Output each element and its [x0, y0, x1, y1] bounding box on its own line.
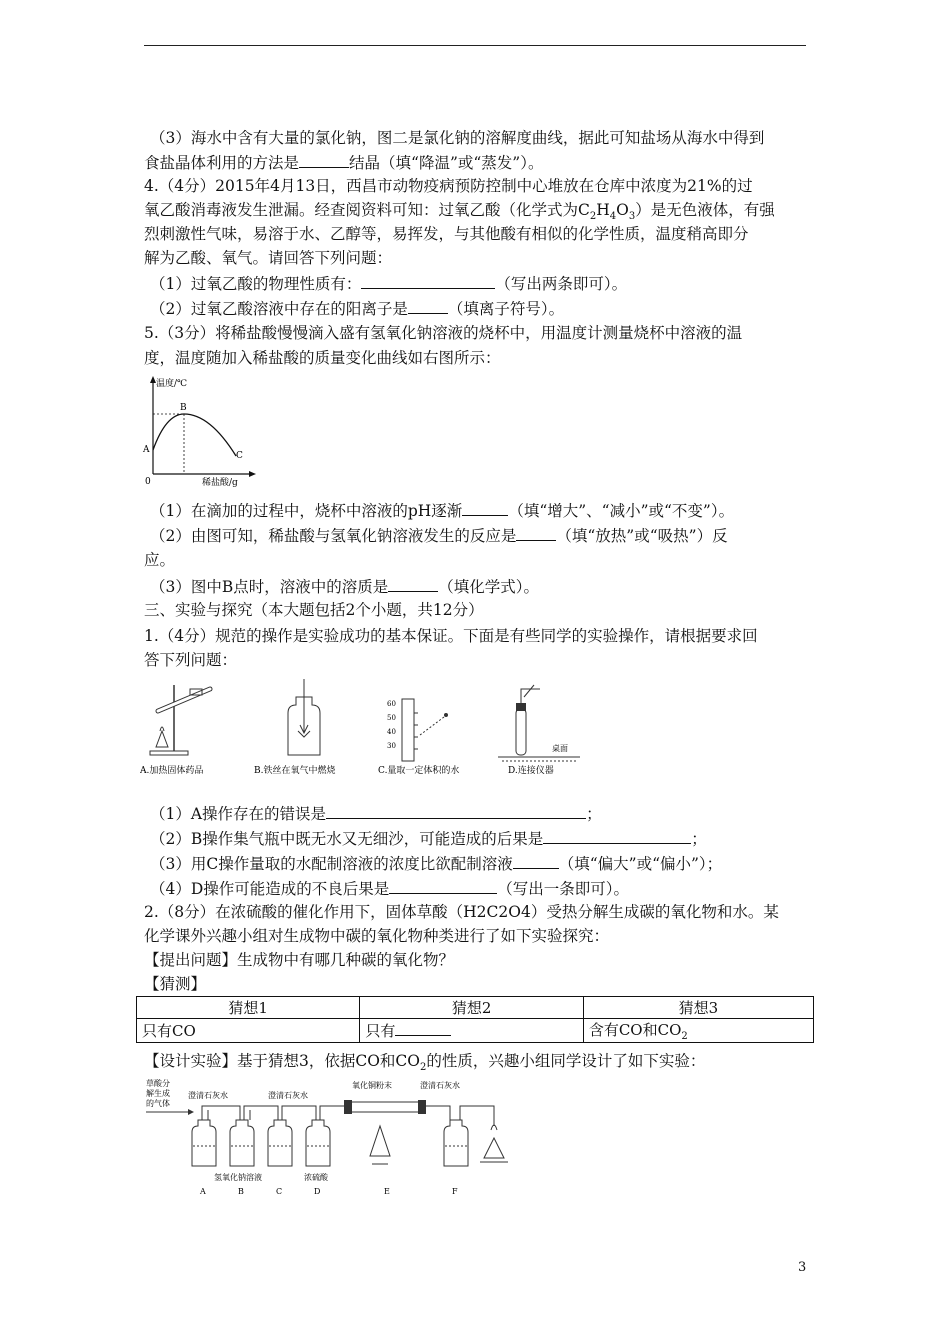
lime-label-2: 澄清石灰水	[268, 1091, 308, 1100]
e1-line1: 1.（4分）规范的操作是实验成功的基本保证。下面是有些同学的实验操作，请根据要求回	[144, 627, 758, 645]
e2-question: 【提出问题】生成物中有哪几种碳的氧化物？	[144, 951, 455, 969]
answer-blank[interactable]	[388, 576, 438, 592]
tube-to-flame	[460, 1106, 494, 1126]
bottle-a	[192, 1120, 216, 1166]
e2-guess-heading: 【猜测】	[144, 975, 207, 993]
q4-line2: 氧乙酸消毒液发生泄漏。经查阅资料可知：过氧乙酸（化学式为$C_2H_4O_3$）是无色液体，有强	[144, 201, 775, 223]
answer-blank[interactable]	[395, 1020, 451, 1036]
op-a-apparatus	[150, 685, 210, 755]
stopper-e-left	[344, 1100, 352, 1114]
label-d: D	[314, 1187, 321, 1196]
answer-blank[interactable]	[326, 803, 586, 819]
e1-1: （1）A操作存在的错误是 ；	[150, 805, 602, 823]
tick-60: 60	[387, 700, 396, 708]
bottle-f	[444, 1120, 468, 1166]
table-cell: 含有CO和$CO_2$	[583, 1019, 813, 1043]
e1-2: （2）B操作集气瓶中既无水又无细沙，可能造成的后果是 ；	[150, 830, 707, 848]
lime-label-3: 澄清石灰水	[420, 1081, 460, 1090]
experiment-apparatus	[144, 1076, 524, 1198]
answer-blank[interactable]	[408, 298, 448, 314]
bottle-c	[268, 1120, 292, 1166]
y-axis-label: 温度/℃	[156, 379, 188, 389]
q5-2-cont: 应。	[144, 551, 176, 569]
cuo-label: 氧化铜粉末	[352, 1081, 392, 1090]
answer-blank[interactable]	[299, 152, 349, 168]
e2-design: 【设计实验】基于猜想3，依据CO和$CO_2$的性质，兴趣小组同学设计了如下实验：	[144, 1052, 706, 1074]
q4-line3: 烈刺激性气味，易溶于水、乙醇等，易挥发，与其他酸有相似的化学性质，温度稍高即分	[144, 225, 749, 243]
q4-line4: 解为乙酸、氧气。请回答下列问题：	[144, 249, 393, 267]
tube-e	[348, 1102, 422, 1112]
header-cell: 猜想3	[583, 997, 813, 1019]
burner-flame	[480, 1138, 508, 1162]
q5-line2: 度，温度随加入稀盐酸的质量变化曲线如右图所示：	[144, 349, 501, 367]
operations-figure	[140, 675, 600, 780]
op-b-apparatus	[288, 679, 320, 755]
q3-3-line2: 食盐晶体利用的方法是 结晶（填“降温”或“蒸发”）。	[144, 154, 544, 172]
tick-30: 30	[387, 742, 396, 750]
q5-2: （2）由图可知，稀盐酸与氢氧化钠溶液发生的反应是 （填“放热”或“吸热”）反	[150, 527, 728, 545]
section-3-title: 三、实验与探究（本大题包括2个小题，共12分）	[144, 601, 484, 619]
stopper-e-right	[418, 1100, 426, 1114]
q4-1: （1）过氧乙酸的物理性质有： （写出两条即可）。	[150, 275, 628, 293]
answer-blank[interactable]	[361, 273, 495, 289]
source-label-3: 的气体	[146, 1099, 170, 1108]
e2-line2: 化学课外兴趣小组对生成物中碳的氧化物种类进行了如下实验探究：	[144, 927, 610, 945]
tick-40: 40	[387, 728, 396, 736]
temperature-graph	[140, 374, 260, 490]
x-axis-arrow	[249, 471, 256, 477]
desk-label: 桌面	[552, 744, 568, 753]
x-axis-label: 稀盐酸/g	[202, 478, 238, 488]
tick-50: 50	[387, 714, 396, 722]
e1-3: （3）用C操作量取的水配制溶液的浓度比欲配制溶液 （填“偏大”或“偏小”）；	[150, 855, 723, 873]
header-rule	[144, 45, 806, 46]
table-cell: 只有CO	[137, 1019, 360, 1043]
bottle-b	[230, 1120, 254, 1166]
table-row	[137, 1019, 814, 1043]
h2so4-label: 浓硫酸	[304, 1173, 328, 1182]
point-a-label: A	[143, 445, 150, 455]
label-f: F	[452, 1187, 458, 1196]
q4-line1: 4.（4分）2015年4月13日，西昌市动物疫病预防控制中心堆放在仓库中浓度为21%的过	[144, 177, 753, 195]
op-a-caption: A.加热固体药品	[140, 766, 204, 776]
q5-3: （3）图中B点时，溶液中的溶质是 （填化学式）。	[150, 578, 540, 596]
q3-3-line1: （3）海水中含有大量的氯化钠，图二是氯化钠的溶解度曲线，据此可知盐场从海水中得到	[150, 129, 765, 147]
source-label-2: 解生成	[146, 1089, 170, 1098]
bottle-d	[306, 1120, 330, 1166]
label-e: E	[384, 1187, 390, 1196]
header-cell: 猜想1	[137, 997, 360, 1019]
q4-2: （2）过氧乙酸溶液中存在的阳离子是 （填离子符号）。	[150, 300, 565, 318]
op-c-caption: C.量取一定体积的水	[378, 766, 460, 776]
answer-blank[interactable]	[462, 500, 508, 516]
table-header-row	[137, 997, 814, 1019]
connecting-tubes	[202, 1106, 348, 1120]
point-b-label: B	[180, 403, 187, 413]
label-c: C	[276, 1187, 283, 1196]
answer-blank[interactable]	[516, 525, 556, 541]
op-c-apparatus	[387, 699, 448, 761]
header-cell: 猜想2	[360, 997, 583, 1019]
tube-to-f	[426, 1106, 450, 1120]
point-c-label: C	[236, 451, 243, 461]
source-label-1: 草酸分	[146, 1079, 170, 1088]
naoh-label: 氢氧化钠溶液	[214, 1173, 262, 1182]
answer-blank[interactable]	[513, 853, 559, 869]
origin-label: 0	[145, 477, 151, 487]
label-b: B	[238, 1187, 244, 1196]
guess-table	[136, 996, 814, 1043]
answer-blank[interactable]	[389, 878, 497, 894]
e1-line2: 答下列问题：	[144, 651, 238, 669]
e2-line1: 2.（8分）在浓硫酸的催化作用下，固体草酸（H2C2O4）受热分解生成碳的氧化物和水。某	[144, 903, 779, 921]
op-d-caption: D.连接仪器	[508, 766, 554, 776]
q5-line1: 5.（3分）将稀盐酸慢慢滴入盛有氢氧化钠溶液的烧杯中，用温度计测量烧杯中溶液的温	[144, 324, 743, 342]
label-a: A	[200, 1187, 206, 1196]
temperature-curve	[153, 414, 236, 456]
burner-e	[370, 1126, 390, 1164]
inlet-arrowhead	[188, 1109, 194, 1115]
table-cell: 只有	[360, 1019, 583, 1043]
q5-1: （1）在滴加的过程中，烧杯中溶液的pH逐渐 （填“增大”、“减小”或“不变”）。	[150, 502, 735, 520]
answer-blank[interactable]	[543, 828, 691, 844]
op-b-caption: B.铁丝在氧气中燃烧	[254, 766, 336, 776]
lime-label-1: 澄清石灰水	[188, 1091, 228, 1100]
op-d-apparatus	[498, 685, 580, 761]
e1-4: （4）D操作可能造成的不良后果是 （写出一条即可）。	[150, 880, 630, 898]
page-number: 3	[798, 1260, 807, 1275]
